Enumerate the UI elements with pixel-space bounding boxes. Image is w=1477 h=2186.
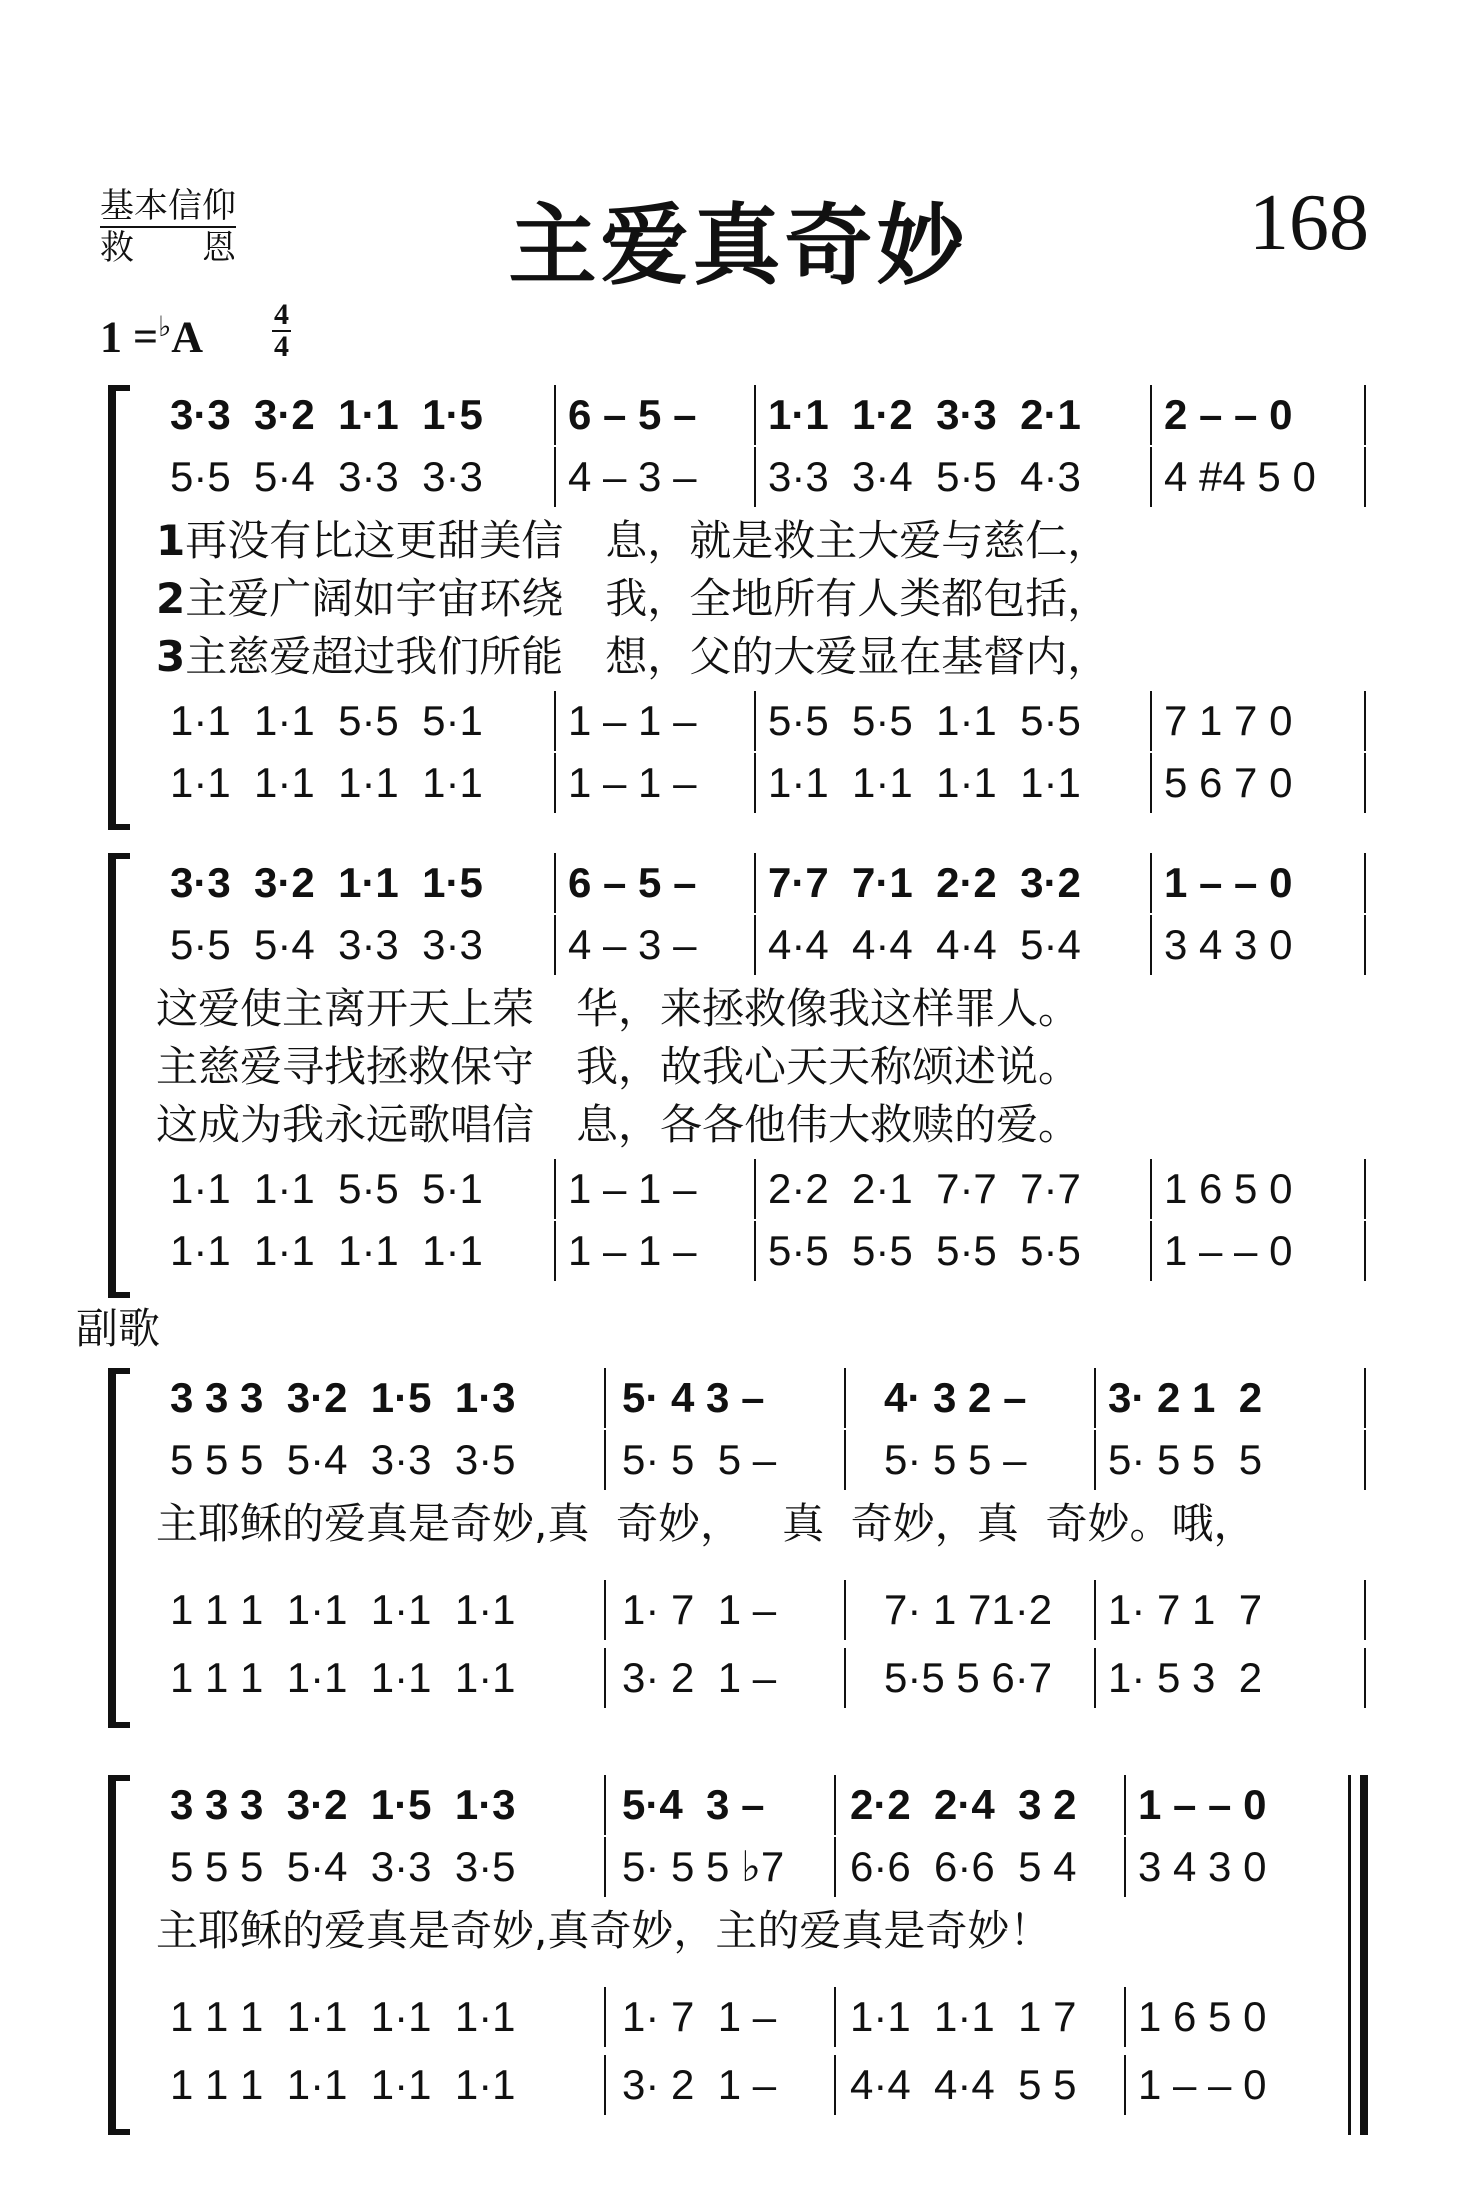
hymn-title: 主爱真奇妙 <box>508 193 969 297</box>
bass-row <box>144 1221 1366 1281</box>
measure: 1·1 1·1 1·1 1·1 <box>170 759 483 806</box>
lyric-verse-1: 这爱使主离开天上荣 华，来拯救像我这样罪人。 <box>156 984 1081 1033</box>
measure: 4·4 4·4 5 5 <box>850 2061 1077 2108</box>
measure: 1 – 1 – <box>568 697 697 744</box>
time-signature <box>272 300 291 362</box>
measure: 1 1 1 1·1 1·1 1·1 <box>170 1654 516 1701</box>
measure: 5· 5 5 5 <box>1108 1436 1263 1483</box>
measure: 1·1 1·1 1·1 1·1 <box>768 759 1081 806</box>
alto-row <box>144 915 1366 975</box>
tenor-row <box>144 1987 1366 2047</box>
measure: 1· 7 1 – <box>622 1993 777 2040</box>
lyric-verse-1: 1再没有比这更甜美信 息，就是救主大爱与慈仁， <box>156 516 1110 565</box>
measure: 6 – 5 – <box>568 391 697 438</box>
measure: 7· 1 71·2 <box>884 1586 1053 1633</box>
measure: 1 – 1 – <box>568 1227 697 1274</box>
system-bracket <box>104 1775 130 2135</box>
measure: 5·4 3 – <box>622 1781 765 1828</box>
measure: 5· 5 5 ♭7 <box>622 1843 785 1890</box>
measure: 3· 2 1 – <box>622 2061 777 2108</box>
system-bracket <box>104 385 130 830</box>
measure: 1 6 5 0 <box>1164 1165 1293 1212</box>
measure: 5· 5 5 – <box>622 1436 777 1483</box>
measure: 1 – – 0 <box>1138 1781 1267 1828</box>
score-system-2 <box>104 853 1366 1298</box>
measure: 5· 5 5 – <box>884 1436 1027 1483</box>
measure: 1 – 1 – <box>568 759 697 806</box>
measure: 1·1 1·2 3·3 2·1 <box>768 391 1081 438</box>
key-prefix: 1 = <box>100 312 159 362</box>
measure: 1·1 1·1 1·1 1·1 <box>170 1227 483 1274</box>
alto-row <box>144 447 1366 507</box>
tenor-row <box>144 1159 1366 1219</box>
measure: 5·5 5·5 5·5 5·5 <box>768 1227 1081 1274</box>
alto-row <box>144 1430 1366 1490</box>
lyric-verse-2: 主慈爱寻找拯救保守 我，故我心天天称颂述说。 <box>156 1042 1081 1091</box>
measure: 5 5 5 5·4 3·3 3·5 <box>170 1436 516 1483</box>
measure: 3 3 3 3·2 1·5 1·3 <box>170 1374 516 1421</box>
hymn-number: 168 <box>1249 179 1369 267</box>
measure: 1· 5 3 2 <box>1108 1654 1263 1701</box>
chorus-label: 副歌 <box>76 1304 161 1353</box>
measure: 4 #4 5 0 <box>1164 453 1316 500</box>
measure: 1· 7 1 – <box>622 1586 777 1633</box>
measure: 3 4 3 0 <box>1164 921 1293 968</box>
melody-row <box>144 1775 1366 1835</box>
measure: 3 3 3 3·2 1·5 1·3 <box>170 1781 516 1828</box>
measure: 1 1 1 1·1 1·1 1·1 <box>170 1993 516 2040</box>
measure: 3 4 3 0 <box>1138 1843 1267 1890</box>
measure: 1 1 1 1·1 1·1 1·1 <box>170 1586 516 1633</box>
melody-row <box>144 853 1366 913</box>
key-signature <box>100 310 203 363</box>
tenor-row <box>144 691 1366 751</box>
measure: 5·5 5·4 3·3 3·3 <box>170 921 483 968</box>
measure: 1·1 1·1 5·5 5·1 <box>170 1165 483 1212</box>
measure: 1 – – 0 <box>1138 2061 1267 2108</box>
measure: 1·1 1·1 5·5 5·1 <box>170 697 483 744</box>
score-system-4 <box>104 1775 1366 2135</box>
measure: 7 1 7 0 <box>1164 697 1293 744</box>
system-bracket <box>104 1368 130 1728</box>
category-line-2: 救 恩 <box>100 228 236 268</box>
category-line-1: 基本信仰 <box>100 186 236 226</box>
measure: 1 – 1 – <box>568 1165 697 1212</box>
measure: 1· 7 1 7 <box>1108 1586 1263 1633</box>
measure: 5·5 5·4 3·3 3·3 <box>170 453 483 500</box>
system-bracket <box>104 853 130 1298</box>
time-signature-bottom: 4 <box>274 330 289 363</box>
flat-accidental: ♭ <box>158 312 172 343</box>
measure: 3·3 3·2 1·1 1·5 <box>170 859 483 906</box>
lyric-verse-3: 3主慈爱超过我们所能 想，父的大爱显在基督内， <box>156 632 1110 681</box>
measure: 4· 3 2 – <box>884 1374 1027 1421</box>
key-note: A <box>171 312 204 362</box>
lyric-chorus: 主耶稣的爱真是奇妙,真 奇妙， 真 奇妙，真 奇妙。哦， <box>156 1499 1256 1548</box>
score-system-3 <box>104 1368 1366 1728</box>
measure: 6 – 5 – <box>568 859 697 906</box>
measure: 1 – – 0 <box>1164 859 1293 906</box>
lyric-chorus: 主耶稣的爱真是奇妙,真奇妙，主的爱真是奇妙！ <box>156 1906 1052 1955</box>
bass-row <box>144 1648 1366 1708</box>
measure: 5·5 5 6·7 <box>884 1654 1053 1701</box>
measure: 1 6 5 0 <box>1138 1993 1267 2040</box>
measure: 1 – – 0 <box>1164 1227 1293 1274</box>
bass-row <box>144 2055 1366 2115</box>
time-signature-top: 4 <box>274 298 289 331</box>
final-barline-thin <box>1348 1775 1351 2135</box>
measure: 2·2 2·4 3 2 <box>850 1781 1077 1828</box>
measure: 5·5 5·5 1·1 5·5 <box>768 697 1081 744</box>
bass-row <box>144 753 1366 813</box>
measure: 5· 4 3 – <box>622 1374 765 1421</box>
measure: 7·7 7·1 2·2 3·2 <box>768 859 1081 906</box>
measure: 5 6 7 0 <box>1164 759 1293 806</box>
alto-row <box>144 1837 1366 1897</box>
lyric-verse-3: 这成为我永远歌唱信 息，各各他伟大救赎的爱。 <box>156 1100 1081 1149</box>
measure: 1 1 1 1·1 1·1 1·1 <box>170 2061 516 2108</box>
tenor-row <box>144 1580 1366 1640</box>
measure: 4·4 4·4 4·4 5·4 <box>768 921 1081 968</box>
measure: 4 – 3 – <box>568 453 697 500</box>
measure: 3· 2 1 – <box>622 1654 777 1701</box>
score-system-1 <box>104 385 1366 830</box>
measure: 4 – 3 – <box>568 921 697 968</box>
measure: 5 5 5 5·4 3·3 3·5 <box>170 1843 516 1890</box>
measure: 1·1 1·1 1 7 <box>850 1993 1077 2040</box>
measure: 6·6 6·6 5 4 <box>850 1843 1077 1890</box>
melody-row <box>144 385 1366 445</box>
measure: 3·3 3·2 1·1 1·5 <box>170 391 483 438</box>
measure: 3· 2 1 2 <box>1108 1374 1263 1421</box>
measure: 3·3 3·4 5·5 4·3 <box>768 453 1081 500</box>
measure: 2·2 2·1 7·7 7·7 <box>768 1165 1081 1212</box>
melody-row <box>144 1368 1366 1428</box>
measure: 2 – – 0 <box>1164 391 1293 438</box>
lyric-verse-2: 2主爱广阔如宇宙环绕 我，全地所有人类都包括， <box>156 574 1110 623</box>
final-barline-thick <box>1360 1775 1368 2135</box>
